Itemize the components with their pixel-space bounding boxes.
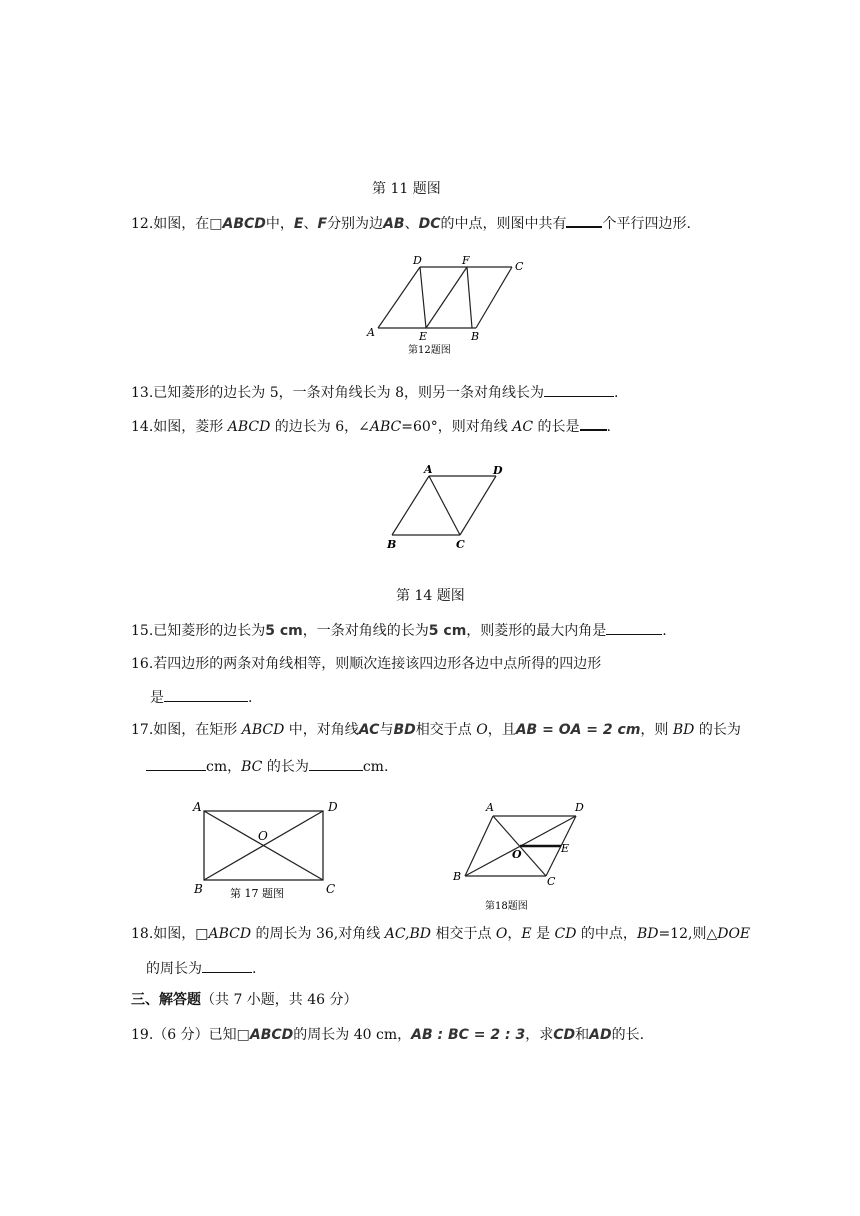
section-heading	[131, 990, 358, 1010]
question-text: 的长是	[533, 419, 580, 435]
math-term: 5 cm	[265, 623, 303, 639]
answer-blank[interactable]	[146, 756, 206, 771]
math-term: □ABCD	[195, 926, 252, 942]
question-text: 的长为	[262, 759, 309, 775]
point-label-a: A	[367, 326, 375, 339]
question-13	[131, 382, 618, 403]
question-16-line-2	[150, 687, 252, 708]
point-label-b: B	[453, 870, 462, 883]
math-term: BC	[241, 759, 263, 775]
question-19	[131, 1025, 644, 1045]
question-text: ，	[507, 926, 522, 942]
question-17-line-2	[146, 756, 388, 777]
answer-blank[interactable]	[606, 620, 662, 635]
question-text: =12,则△	[658, 926, 718, 942]
question-text: .	[252, 961, 257, 977]
point-label-b: B	[471, 330, 480, 343]
question-text: 13.已知菱形的边长为 5，一条对角线长为 8，则另一条对角线长为	[131, 385, 544, 401]
math-term: CD	[554, 926, 577, 942]
question-14	[131, 415, 611, 437]
answer-blank[interactable]	[544, 382, 614, 397]
point-label-a: A	[193, 800, 202, 814]
math-term: AB : BC = 2 : 3	[411, 1027, 526, 1043]
section-title: 三、解答题	[131, 992, 201, 1008]
question-text: 的周长为 40 cm，	[293, 1027, 412, 1043]
figure-caption-q17: 第 17 题图	[230, 887, 284, 900]
point-label-d: D	[575, 801, 584, 814]
question-text: 的长为	[694, 722, 741, 738]
question-text: cm.	[362, 759, 389, 775]
question-text: 14.如图，菱形	[131, 419, 228, 435]
point-label-d: D	[493, 464, 503, 477]
point-label-c: C	[456, 538, 465, 551]
answer-blank[interactable]	[566, 212, 602, 228]
point-label-f: F	[462, 254, 470, 267]
question-text: .	[248, 690, 253, 706]
math-term: AB	[383, 216, 405, 232]
figure-q12	[360, 252, 530, 358]
question-text: cm，	[206, 759, 242, 775]
math-term: □ABCD	[209, 216, 266, 232]
question-15	[131, 620, 667, 641]
math-term: BD	[672, 722, 695, 738]
point-label-e: E	[419, 330, 428, 343]
point-label-d: D	[413, 254, 422, 267]
question-text: 、	[303, 216, 318, 232]
point-label-c: C	[326, 882, 336, 896]
question-text: 和	[575, 1027, 590, 1043]
point-label-e: E	[561, 842, 570, 855]
math-term: AC,BD	[384, 926, 432, 942]
answer-blank[interactable]	[309, 756, 363, 771]
question-text: 的边长为 6，∠	[270, 419, 370, 435]
math-term: BD	[636, 926, 659, 942]
math-term: E	[293, 216, 304, 232]
figure-caption-q12: 第12题图	[408, 345, 451, 356]
question-text: 18.如图，	[131, 926, 196, 942]
math-term: ABCD	[241, 722, 285, 738]
answer-blank[interactable]	[580, 415, 607, 431]
point-label-o: O	[258, 829, 268, 843]
question-text: 的周长为 36,对角线	[251, 926, 385, 942]
figure-caption-q18: 第18题图	[485, 901, 528, 912]
figure-q14	[380, 460, 510, 556]
question-text: 是	[150, 690, 164, 706]
math-term: DC	[418, 216, 441, 232]
question-text: 19.（6 分）已知	[131, 1027, 237, 1043]
question-text: 17.如图，在矩形	[131, 722, 242, 738]
question-text: 中，对角线	[284, 722, 359, 738]
math-term: CD	[553, 1027, 576, 1043]
math-term: DOE	[717, 926, 751, 942]
point-label-c: C	[515, 260, 524, 273]
math-term: AB = OA = 2 cm	[515, 722, 641, 738]
question-16	[131, 654, 601, 674]
section-note: （共 7 小题，共 46 分）	[201, 992, 358, 1008]
figure-caption-q11: 第 11 题图	[372, 181, 441, 197]
answer-blank[interactable]	[202, 958, 252, 973]
question-text: 的周长为	[146, 961, 202, 977]
question-text: ，则菱形的最大内角是	[466, 623, 607, 639]
question-text: 12.	[131, 216, 154, 232]
question-17	[131, 720, 741, 740]
question-text: 16.若四边形的两条对角线相等，则顺次连接该四边形各边中点所得的四边形	[131, 656, 602, 672]
question-text: 相交于点	[431, 926, 496, 942]
question-text: 中，	[265, 216, 294, 232]
math-term: E	[521, 926, 532, 942]
question-text: ，一条对角线的长为	[302, 623, 429, 639]
question-text: 、	[404, 216, 419, 232]
math-term: AC	[358, 722, 380, 738]
question-text: .	[613, 385, 619, 401]
math-term: AD	[589, 1027, 612, 1043]
math-term: 5 cm	[428, 623, 467, 639]
figure-caption-q14: 第 14 题图	[396, 588, 465, 604]
question-text: 分别为边	[327, 216, 384, 232]
math-term: ABC	[369, 419, 402, 435]
question-text: 与	[379, 722, 394, 738]
figure-q18	[448, 796, 596, 914]
question-text: 相交于点	[415, 722, 477, 738]
question-text: 个平行四边形.	[602, 216, 691, 232]
math-term: ABCD	[227, 419, 271, 435]
point-label-o: O	[512, 848, 522, 861]
math-term: BD	[393, 722, 416, 738]
point-label-c: C	[547, 875, 556, 888]
figure-q17	[188, 796, 348, 900]
math-term: F	[317, 216, 328, 232]
question-text: 的中点，	[576, 926, 637, 942]
question-text: 如图，在	[153, 216, 210, 232]
question-text: 的中点，则图中共有	[440, 216, 567, 232]
point-label-b: B	[194, 882, 203, 896]
question-12	[131, 212, 691, 234]
question-text: 15.已知菱形的边长为	[131, 623, 266, 639]
answer-blank[interactable]	[164, 687, 248, 702]
point-label-b: B	[387, 538, 397, 551]
point-label-a: A	[486, 801, 494, 814]
question-text: .	[606, 419, 611, 435]
point-label-d: D	[328, 800, 338, 814]
question-text: ，且	[487, 722, 516, 738]
math-term: O	[476, 722, 488, 738]
question-text: =60°，则对角线	[401, 419, 513, 435]
question-text: ，求	[525, 1027, 554, 1043]
point-label-a: A	[424, 463, 433, 476]
question-text: 的长.	[611, 1027, 645, 1043]
question-text: ，则	[640, 722, 673, 738]
question-text: .	[662, 623, 667, 639]
question-text: 是	[531, 926, 555, 942]
math-term: AC	[512, 419, 534, 435]
question-18	[131, 924, 750, 944]
math-term: □ABCD	[236, 1027, 294, 1043]
question-18-line-2	[146, 958, 256, 979]
math-term: O	[495, 926, 508, 942]
